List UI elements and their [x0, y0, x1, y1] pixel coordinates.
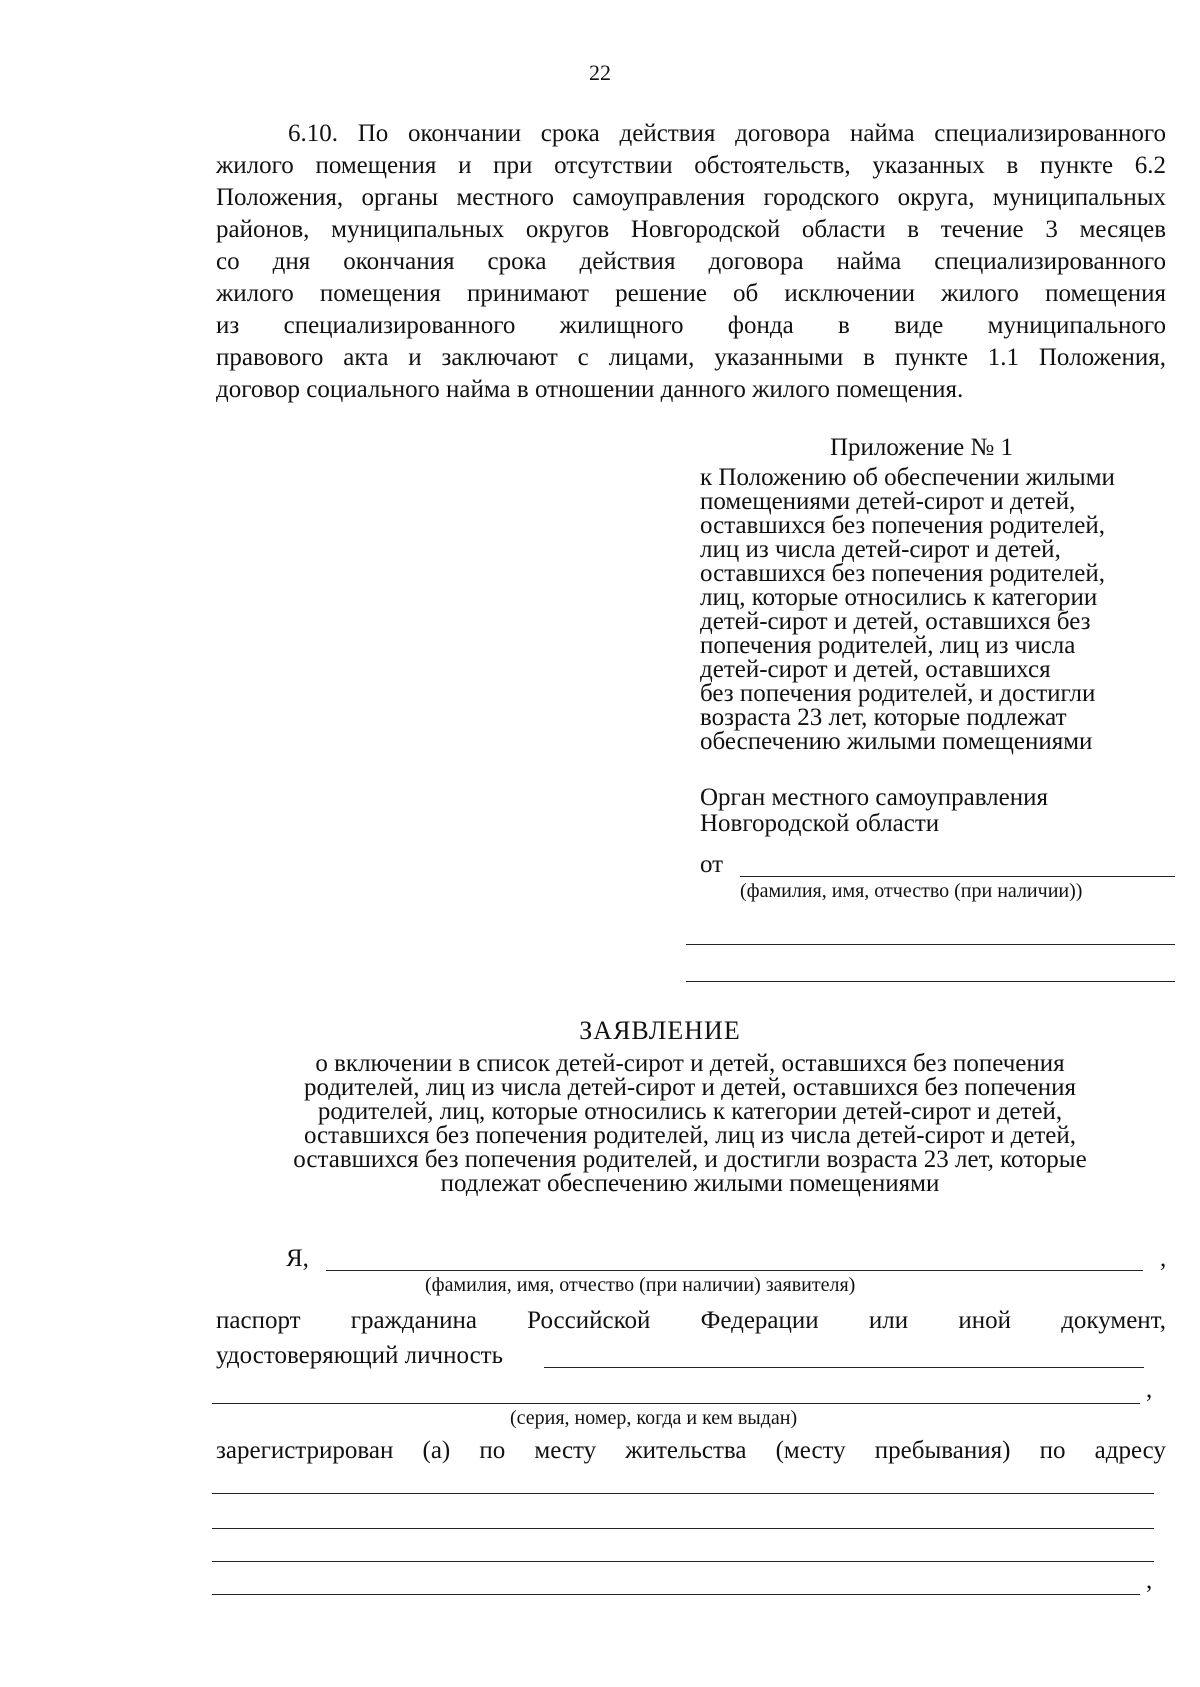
- paragraph-6-10: [216, 118, 1166, 406]
- appendix-title: Приложение № 1: [830, 434, 1014, 461]
- from-name-field[interactable]: [740, 876, 1175, 877]
- from-extra-field-1[interactable]: [686, 944, 1175, 945]
- paragraph-line: жилого помещения принимают решение об исключении жилого помещения: [216, 280, 1166, 307]
- subtitle-line: подлежат обеспечению жилыми помещениями: [440, 1170, 940, 1197]
- address-field-3[interactable]: [212, 1561, 1154, 1562]
- registered-word: по: [479, 1437, 506, 1464]
- registered-word: месту: [534, 1437, 597, 1464]
- from-caption: (фамилия, имя, отчество (при наличии)): [740, 880, 1083, 902]
- passport-word: гражданина: [350, 1307, 477, 1334]
- identity-label: удостоверяющий личность: [216, 1342, 503, 1369]
- paragraph-line: договор социального найма в отношении данного жилого помещения.: [216, 376, 964, 403]
- passport-details-field[interactable]: [212, 1403, 1140, 1404]
- appendix-line: оставшихся без попечения родителей,: [700, 560, 1106, 587]
- passport-word: Российской: [527, 1307, 651, 1334]
- organ-line: Орган местного самоуправления: [700, 784, 1048, 811]
- appendix-reference: [700, 466, 1170, 754]
- subtitle-line: оставшихся без попечения родителей, и достигли возраста 23 лет, которые: [293, 1146, 1087, 1173]
- from-extra-field-2[interactable]: [686, 981, 1175, 982]
- appendix-line: детей-сирот и детей, оставшихся без: [700, 608, 1091, 635]
- registered-word: адресу: [1094, 1437, 1166, 1464]
- i-label: Я,: [286, 1245, 309, 1272]
- passport-word: паспорт: [216, 1307, 301, 1334]
- registered-word: (месту: [775, 1437, 846, 1464]
- paragraph-line: правового акта и заключают с лицами, указанными в пункте 1.1 Положения,: [216, 344, 1166, 371]
- subtitle-line: родителей, лиц, которые относились к категории детей-сирот и детей,: [317, 1098, 1063, 1125]
- organ-line: Новгородской области: [700, 810, 940, 837]
- registered-line: [216, 1437, 1166, 1465]
- comma: ,: [1146, 1376, 1153, 1403]
- comma: ,: [1160, 1245, 1167, 1272]
- subtitle-line: о включении в список детей-сирот и детей, оставшихся без попечения: [315, 1050, 1065, 1077]
- passport-caption: (серия, номер, когда и кем выдан): [510, 1407, 798, 1429]
- address-field-2[interactable]: [212, 1528, 1154, 1529]
- paragraph-line: из специализированного жилищного фонда в виде муниципального: [216, 312, 1166, 339]
- passport-line: [216, 1307, 1166, 1335]
- appendix-line: к Положению об обеспечении жилыми: [700, 464, 1115, 491]
- passport-word: Федерации: [700, 1307, 819, 1334]
- paragraph-line: 6.10. По окончании срока действия договора найма специализированного: [288, 120, 1166, 147]
- application-subtitle: [200, 1052, 1180, 1196]
- passport-word: иной: [958, 1307, 1011, 1334]
- registered-word: жительства: [625, 1437, 747, 1464]
- registered-word: зарегистрирован: [216, 1437, 394, 1464]
- application-title: ЗАЯВЛЕНИЕ: [579, 1016, 741, 1045]
- appendix-line: оставшихся без попечения родителей,: [700, 512, 1106, 539]
- page-number: 22: [589, 60, 611, 85]
- subtitle-line: родителей, лиц из числа детей-сирот и детей, оставшихся без попечения: [303, 1074, 1077, 1101]
- registered-word: (а): [422, 1437, 451, 1464]
- identity-document-field[interactable]: [544, 1367, 1144, 1368]
- appendix-line: лиц из числа детей-сирот и детей,: [700, 536, 1061, 563]
- appendix-line: попечения родителей, лиц из числа: [700, 632, 1076, 659]
- passport-word: или: [868, 1307, 909, 1334]
- appendix-line: лиц, которые относились к категории: [700, 584, 1098, 611]
- appendix-line: детей-сирот и детей, оставшихся: [700, 656, 1051, 683]
- appendix-line: обеспечению жилыми помещениями: [700, 728, 1093, 755]
- applicant-name-field[interactable]: [326, 1270, 1143, 1271]
- passport-word: документ,: [1061, 1307, 1166, 1334]
- addressee-organ: [700, 785, 1048, 837]
- subtitle-line: оставшихся без попечения родителей, лиц из числа детей-сирот и детей,: [303, 1122, 1077, 1149]
- applicant-caption: (фамилия, имя, отчество (при наличии) заявителя): [425, 1274, 856, 1296]
- from-label: от: [700, 851, 724, 878]
- appendix-line: без попечения родителей, и достигли: [700, 680, 1096, 707]
- address-field-1[interactable]: [212, 1493, 1154, 1494]
- registered-word: пребывания): [874, 1437, 1011, 1464]
- address-field-4[interactable]: [212, 1594, 1140, 1595]
- appendix-line: возраста 23 лет, которые подлежат: [700, 704, 1067, 731]
- paragraph-line: со дня окончания срока действия договора найма специализированного: [216, 248, 1166, 275]
- appendix-line: помещениями детей-сирот и детей,: [700, 488, 1076, 515]
- paragraph-line: жилого помещения и при отсутствии обстоятельств, указанных в пункте 6.2: [216, 152, 1166, 179]
- paragraph-line: Положения, органы местного самоуправления городского округа, муниципальных: [216, 184, 1166, 211]
- comma: ,: [1146, 1567, 1153, 1594]
- paragraph-line: районов, муниципальных округов Новгородской области в течение 3 месяцев: [216, 216, 1166, 243]
- registered-word: по: [1039, 1437, 1066, 1464]
